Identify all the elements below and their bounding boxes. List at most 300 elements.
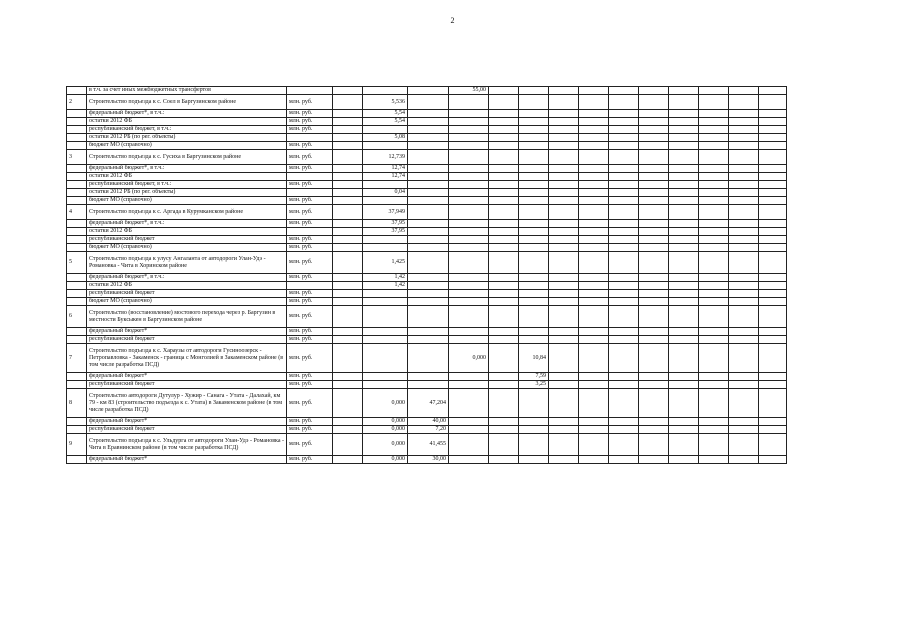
value-cell	[759, 290, 787, 298]
value-cell	[759, 381, 787, 389]
value-cell	[408, 181, 449, 189]
value-cell	[489, 244, 519, 252]
value-cell	[408, 110, 449, 118]
value-cell	[489, 228, 519, 236]
value-cell	[449, 173, 489, 181]
value-cell	[519, 173, 549, 181]
value-cell	[729, 252, 759, 274]
value-cell	[639, 381, 669, 389]
value-cell	[549, 344, 579, 373]
value-cell	[489, 456, 519, 464]
row-number	[67, 173, 87, 181]
value-cell	[519, 389, 549, 418]
row-number	[67, 110, 87, 118]
value-cell	[333, 344, 363, 373]
value-cell	[579, 110, 609, 118]
value-cell	[519, 87, 549, 95]
table-row	[67, 150, 787, 165]
value-cell	[669, 282, 699, 290]
table-row	[67, 389, 787, 418]
value-cell	[449, 134, 489, 142]
value-cell: 12,739	[363, 150, 408, 165]
value-cell	[759, 282, 787, 290]
value-cell	[449, 165, 489, 173]
row-number	[67, 282, 87, 290]
item-name: Строительство подъезда к с. Гусиха в Баргузинском районе	[87, 150, 287, 165]
value-cell	[408, 126, 449, 134]
value-cell	[489, 274, 519, 282]
table-row	[67, 252, 787, 274]
value-cell	[489, 344, 519, 373]
value-cell	[639, 110, 669, 118]
value-cell	[639, 236, 669, 244]
value-cell: 0,000	[363, 426, 408, 434]
value-cell	[549, 87, 579, 95]
value-cell	[579, 373, 609, 381]
value-cell	[519, 298, 549, 306]
value-cell	[729, 282, 759, 290]
value-cell	[609, 344, 639, 373]
value-cell	[449, 298, 489, 306]
value-cell	[519, 274, 549, 282]
unit-cell: млн. руб.	[287, 236, 333, 244]
value-cell	[408, 381, 449, 389]
value-cell	[549, 236, 579, 244]
table-row	[67, 381, 787, 389]
value-cell	[699, 389, 729, 418]
value-cell	[449, 306, 489, 328]
table-row	[67, 181, 787, 189]
value-cell	[759, 344, 787, 373]
value-cell	[519, 282, 549, 290]
value-cell	[699, 150, 729, 165]
value-cell	[519, 165, 549, 173]
value-cell	[489, 189, 519, 197]
value-cell	[549, 328, 579, 336]
value-cell	[579, 126, 609, 134]
table-row	[67, 290, 787, 298]
value-cell	[489, 298, 519, 306]
value-cell	[519, 306, 549, 328]
row-number	[67, 328, 87, 336]
value-cell	[519, 118, 549, 126]
value-cell	[639, 181, 669, 189]
value-cell	[549, 134, 579, 142]
value-cell	[699, 181, 729, 189]
row-number	[67, 418, 87, 426]
value-cell	[519, 418, 549, 426]
value-cell	[699, 336, 729, 344]
value-cell	[549, 418, 579, 426]
value-cell	[579, 181, 609, 189]
value-cell	[489, 426, 519, 434]
value-cell	[579, 197, 609, 205]
value-cell	[449, 282, 489, 290]
row-number	[67, 298, 87, 306]
value-cell	[408, 220, 449, 228]
table-row	[67, 205, 787, 220]
value-cell	[579, 165, 609, 173]
value-cell	[408, 189, 449, 197]
value-cell	[729, 290, 759, 298]
value-cell	[408, 328, 449, 336]
value-cell	[489, 328, 519, 336]
value-cell	[729, 328, 759, 336]
value-cell	[729, 336, 759, 344]
value-cell	[639, 336, 669, 344]
value-cell	[759, 118, 787, 126]
value-cell	[759, 298, 787, 306]
value-cell	[489, 236, 519, 244]
unit-cell	[287, 87, 333, 95]
value-cell: 0,000	[449, 344, 489, 373]
value-cell: 5,54	[363, 118, 408, 126]
value-cell	[669, 290, 699, 298]
value-cell	[669, 126, 699, 134]
unit-cell: млн. руб.	[287, 426, 333, 434]
value-cell	[579, 282, 609, 290]
value-cell	[609, 274, 639, 282]
value-cell	[759, 252, 787, 274]
value-cell	[729, 173, 759, 181]
item-name: республиканский бюджет, в т.ч.:	[87, 126, 287, 134]
value-cell: 1,42	[363, 282, 408, 290]
value-cell: 3,25	[519, 381, 549, 389]
value-cell	[669, 181, 699, 189]
value-cell	[519, 456, 549, 464]
value-cell	[489, 205, 519, 220]
value-cell	[549, 252, 579, 274]
value-cell	[609, 373, 639, 381]
unit-cell: млн. руб.	[287, 389, 333, 418]
value-cell	[449, 274, 489, 282]
value-cell	[609, 134, 639, 142]
value-cell	[669, 381, 699, 389]
value-cell	[699, 456, 729, 464]
value-cell	[579, 336, 609, 344]
value-cell	[408, 244, 449, 252]
value-cell	[489, 220, 519, 228]
value-cell	[729, 134, 759, 142]
value-cell	[449, 373, 489, 381]
value-cell	[639, 142, 669, 150]
item-name: остатки 2012 ФБ	[87, 118, 287, 126]
value-cell	[729, 298, 759, 306]
value-cell	[759, 426, 787, 434]
value-cell	[669, 389, 699, 418]
value-cell	[729, 274, 759, 282]
item-name: Строительство подъезда к с. Ульдурга от автодороги Улан-Удэ - Романовка - Чита в Еравнинском районе (в том числе разработка ПСД)	[87, 434, 287, 456]
value-cell	[363, 381, 408, 389]
value-cell	[759, 328, 787, 336]
value-cell	[449, 95, 489, 110]
value-cell	[729, 220, 759, 228]
value-cell	[729, 150, 759, 165]
value-cell	[489, 373, 519, 381]
value-cell	[759, 418, 787, 426]
value-cell	[449, 142, 489, 150]
value-cell	[408, 336, 449, 344]
table-row	[67, 236, 787, 244]
row-number	[67, 373, 87, 381]
value-cell	[579, 150, 609, 165]
value-cell	[759, 336, 787, 344]
table-row	[67, 336, 787, 344]
value-cell	[333, 150, 363, 165]
value-cell	[609, 87, 639, 95]
item-name: бюджет МО (справочно)	[87, 244, 287, 252]
value-cell	[639, 373, 669, 381]
value-cell	[669, 150, 699, 165]
value-cell	[579, 306, 609, 328]
value-cell	[699, 298, 729, 306]
value-cell	[729, 126, 759, 134]
item-name: остатки 2012 РБ (по рег. объекты)	[87, 189, 287, 197]
value-cell	[609, 189, 639, 197]
value-cell	[449, 220, 489, 228]
value-cell	[609, 298, 639, 306]
value-cell	[449, 110, 489, 118]
value-cell	[759, 306, 787, 328]
value-cell	[669, 165, 699, 173]
table-row	[67, 110, 787, 118]
value-cell	[489, 181, 519, 189]
value-cell	[609, 290, 639, 298]
value-cell	[639, 344, 669, 373]
value-cell	[639, 87, 669, 95]
value-cell	[669, 87, 699, 95]
value-cell	[549, 173, 579, 181]
value-cell	[489, 306, 519, 328]
value-cell	[669, 373, 699, 381]
value-cell	[549, 373, 579, 381]
unit-cell: млн. руб.	[287, 95, 333, 110]
value-cell	[729, 110, 759, 118]
value-cell	[669, 336, 699, 344]
item-name: Строительство подъезда к с. Соел в Баргузинском районе	[87, 95, 287, 110]
value-cell	[609, 426, 639, 434]
value-cell	[449, 150, 489, 165]
value-cell	[549, 142, 579, 150]
value-cell	[408, 290, 449, 298]
value-cell	[519, 328, 549, 336]
value-cell	[609, 244, 639, 252]
value-cell	[408, 118, 449, 126]
table-row	[67, 282, 787, 290]
value-cell	[609, 328, 639, 336]
value-cell	[759, 165, 787, 173]
value-cell	[363, 344, 408, 373]
value-cell	[489, 197, 519, 205]
value-cell: 0,000	[363, 434, 408, 456]
value-cell	[408, 142, 449, 150]
value-cell	[579, 381, 609, 389]
value-cell	[759, 95, 787, 110]
value-cell	[639, 189, 669, 197]
row-number	[67, 336, 87, 344]
value-cell	[519, 95, 549, 110]
row-number: 3	[67, 150, 87, 165]
value-cell	[579, 434, 609, 456]
value-cell	[699, 434, 729, 456]
value-cell	[333, 87, 363, 95]
item-name: Строительство автодороги Дутулур - Хужир - Санага - Утата - Далахай, км 79 - км 83 (строительство подъезда к с. Утата) в Закаменском районе (в том числе разработка ПСД)	[87, 389, 287, 418]
row-number	[67, 274, 87, 282]
value-cell	[489, 142, 519, 150]
value-cell	[519, 181, 549, 189]
value-cell	[639, 328, 669, 336]
table-row	[67, 197, 787, 205]
value-cell	[729, 181, 759, 189]
value-cell	[489, 252, 519, 274]
unit-cell: млн. руб.	[287, 336, 333, 344]
value-cell	[489, 434, 519, 456]
item-name: бюджет МО (справочно)	[87, 142, 287, 150]
value-cell: 5,536	[363, 95, 408, 110]
row-number	[67, 165, 87, 173]
table-row	[67, 306, 787, 328]
unit-cell: млн. руб.	[287, 456, 333, 464]
value-cell	[729, 434, 759, 456]
value-cell	[609, 389, 639, 418]
value-cell	[609, 95, 639, 110]
table-row	[67, 95, 787, 110]
value-cell	[333, 220, 363, 228]
value-cell	[549, 274, 579, 282]
value-cell	[549, 389, 579, 418]
value-cell	[639, 228, 669, 236]
value-cell	[549, 126, 579, 134]
value-cell	[729, 118, 759, 126]
value-cell	[519, 110, 549, 118]
value-cell	[609, 336, 639, 344]
value-cell	[549, 282, 579, 290]
value-cell	[639, 418, 669, 426]
table-row	[67, 228, 787, 236]
value-cell: 7,59	[519, 373, 549, 381]
value-cell	[729, 142, 759, 150]
value-cell	[363, 181, 408, 189]
value-cell	[519, 150, 549, 165]
value-cell	[609, 282, 639, 290]
value-cell	[759, 228, 787, 236]
value-cell	[669, 418, 699, 426]
item-name: федеральный бюджет*	[87, 373, 287, 381]
value-cell	[333, 118, 363, 126]
value-cell	[759, 389, 787, 418]
value-cell	[699, 87, 729, 95]
value-cell	[579, 228, 609, 236]
row-number: 8	[67, 389, 87, 418]
value-cell	[729, 306, 759, 328]
value-cell	[363, 142, 408, 150]
table-row	[67, 298, 787, 306]
value-cell	[759, 134, 787, 142]
value-cell	[333, 290, 363, 298]
row-number	[67, 87, 87, 95]
value-cell	[333, 381, 363, 389]
value-cell	[333, 165, 363, 173]
value-cell	[759, 87, 787, 95]
unit-cell: млн. руб.	[287, 328, 333, 336]
value-cell	[449, 189, 489, 197]
value-cell: 0,04	[363, 189, 408, 197]
value-cell	[579, 252, 609, 274]
value-cell	[759, 236, 787, 244]
value-cell	[579, 244, 609, 252]
value-cell	[579, 298, 609, 306]
value-cell	[669, 244, 699, 252]
table-row	[67, 220, 787, 228]
value-cell	[489, 389, 519, 418]
value-cell	[699, 220, 729, 228]
value-cell	[408, 373, 449, 381]
value-cell	[609, 306, 639, 328]
value-cell	[489, 336, 519, 344]
value-cell	[449, 389, 489, 418]
value-cell	[759, 173, 787, 181]
value-cell	[363, 290, 408, 298]
value-cell	[408, 252, 449, 274]
value-cell	[609, 252, 639, 274]
value-cell	[333, 282, 363, 290]
unit-cell: млн. руб.	[287, 252, 333, 274]
value-cell	[333, 252, 363, 274]
value-cell	[363, 126, 408, 134]
unit-cell: млн. руб.	[287, 290, 333, 298]
table-row	[67, 274, 787, 282]
value-cell	[669, 298, 699, 306]
value-cell	[639, 298, 669, 306]
table-row	[67, 456, 787, 464]
unit-cell	[287, 189, 333, 197]
item-name: Строительство подъезда к улусу Ангаланта от автодороги Улан-Удэ - Романовка - Чита в Хоринском районе	[87, 252, 287, 274]
table-row	[67, 373, 787, 381]
value-cell	[609, 165, 639, 173]
value-cell	[639, 165, 669, 173]
item-name: остатки 2012 ФБ	[87, 282, 287, 290]
value-cell: 37,95	[363, 220, 408, 228]
value-cell	[489, 418, 519, 426]
value-cell	[759, 434, 787, 456]
value-cell	[699, 134, 729, 142]
value-cell	[669, 134, 699, 142]
value-cell	[759, 244, 787, 252]
value-cell	[759, 373, 787, 381]
value-cell	[333, 95, 363, 110]
value-cell: 41,455	[408, 434, 449, 456]
value-cell	[489, 118, 519, 126]
value-cell	[579, 389, 609, 418]
value-cell	[333, 274, 363, 282]
value-cell	[549, 298, 579, 306]
value-cell	[333, 173, 363, 181]
value-cell	[363, 373, 408, 381]
value-cell	[549, 189, 579, 197]
value-cell	[363, 328, 408, 336]
row-number	[67, 426, 87, 434]
value-cell	[729, 95, 759, 110]
item-name: федеральный бюджет*	[87, 328, 287, 336]
value-cell	[408, 282, 449, 290]
value-cell	[333, 434, 363, 456]
table-row	[67, 165, 787, 173]
table-row	[67, 426, 787, 434]
value-cell	[408, 87, 449, 95]
table-row	[67, 344, 787, 373]
unit-cell: млн. руб.	[287, 142, 333, 150]
unit-cell: млн. руб.	[287, 344, 333, 373]
